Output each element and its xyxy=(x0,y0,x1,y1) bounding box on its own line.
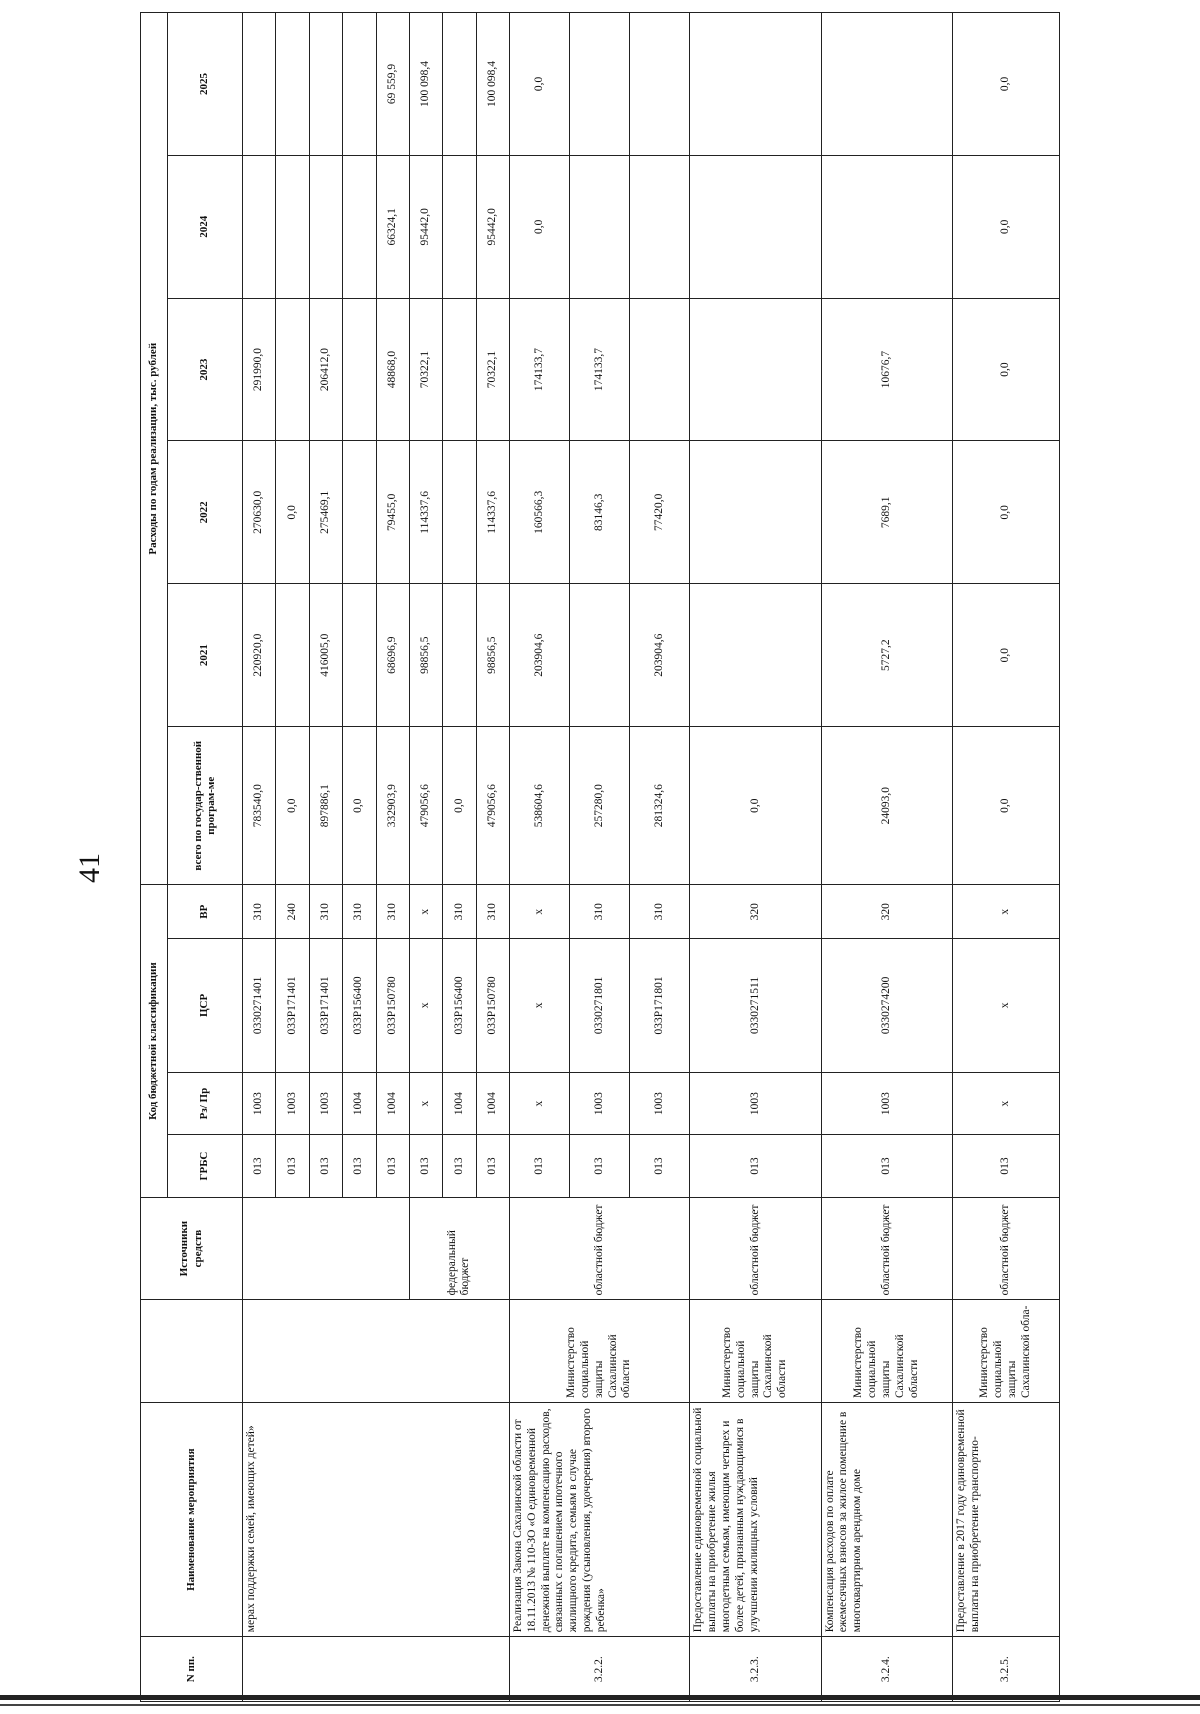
cell-grbs: 013 xyxy=(630,1135,690,1197)
cell-vr: 320 xyxy=(690,885,821,939)
cell-total: 897886,1 xyxy=(309,727,342,885)
header-budget-code: Код бюджетной классификации xyxy=(141,885,168,1197)
cell-y2022 xyxy=(343,441,376,584)
cell-csr: 0330271401 xyxy=(243,938,276,1072)
cell-y2022: 160566,3 xyxy=(510,441,570,584)
cell-y2021: 203904,6 xyxy=(510,584,570,727)
cell-y2025 xyxy=(443,13,476,156)
cell-vr: 320 xyxy=(821,885,952,939)
cell-csr: 0330274200 xyxy=(821,938,952,1072)
cell-y2024 xyxy=(630,155,690,298)
cell-grbs: 013 xyxy=(343,1135,376,1197)
cell-y2024: 0,0 xyxy=(510,155,570,298)
bottom-rule xyxy=(0,1695,1200,1700)
cell-name: Предоставление в 2017 году единовременной выплаты на приобретение транспортно- xyxy=(953,1403,1060,1637)
cell-csr: 033P150780 xyxy=(376,938,409,1072)
cell-n: 3.2.3. xyxy=(690,1637,821,1702)
cell-y2023: 174133,7 xyxy=(510,298,570,441)
cell-rzpr: 1003 xyxy=(309,1072,342,1134)
cell-vr: 310 xyxy=(343,885,376,939)
cell-n xyxy=(243,1637,510,1702)
cell-vr: 310 xyxy=(443,885,476,939)
cell-y2022: 270630,0 xyxy=(243,441,276,584)
cell-y2023 xyxy=(690,298,821,441)
cell-y2023: 206412,0 xyxy=(309,298,342,441)
cell-rzpr: 1003 xyxy=(630,1072,690,1134)
cell-executor: Министерство социальной защиты Сахалинской области xyxy=(821,1300,952,1403)
cell-y2022: 114337,6 xyxy=(409,441,442,584)
cell-y2023: 70322,1 xyxy=(409,298,442,441)
cell-grbs: 013 xyxy=(821,1135,952,1197)
cell-y2022 xyxy=(443,441,476,584)
cell-y2023 xyxy=(343,298,376,441)
cell-executor: Министерство социальной защиты Сахалинской обла- xyxy=(953,1300,1060,1403)
cell-csr: x xyxy=(409,938,442,1072)
cell-grbs: 013 xyxy=(276,1135,309,1197)
cell-total: 479056,6 xyxy=(409,727,442,885)
cell-total: 281324,6 xyxy=(630,727,690,885)
cell-y2025 xyxy=(630,13,690,156)
cell-y2021 xyxy=(443,584,476,727)
cell-vr: x xyxy=(409,885,442,939)
cell-y2021: 220920,0 xyxy=(243,584,276,727)
cell-grbs: 013 xyxy=(476,1135,509,1197)
cell-n: 3.2.2. xyxy=(510,1637,690,1702)
cell-grbs: 013 xyxy=(443,1135,476,1197)
cell-grbs: 013 xyxy=(690,1135,821,1197)
cell-total: 783540,0 xyxy=(243,727,276,885)
cell-csr: 033P150780 xyxy=(476,938,509,1072)
cell-y2022: 0,0 xyxy=(276,441,309,584)
header-expenses: Расходы по годам реализации, тыс. рублей xyxy=(141,13,168,885)
cell-y2023 xyxy=(276,298,309,441)
cell-y2024: 0,0 xyxy=(953,155,1060,298)
cell-y2024 xyxy=(309,155,342,298)
cell-y2021 xyxy=(276,584,309,727)
cell-csr: 033P156400 xyxy=(443,938,476,1072)
cell-vr: 310 xyxy=(476,885,509,939)
cell-y2024 xyxy=(343,155,376,298)
cell-rzpr: 1004 xyxy=(476,1072,509,1134)
cell-y2023: 291990,0 xyxy=(243,298,276,441)
cell-grbs: 013 xyxy=(309,1135,342,1197)
rotated-table-wrapper xyxy=(140,12,1060,1702)
cell-total: 0,0 xyxy=(343,727,376,885)
cell-csr: 033P171401 xyxy=(276,938,309,1072)
cell-source: областной бюджет xyxy=(690,1197,821,1300)
cell-y2023: 0,0 xyxy=(953,298,1060,441)
header-vr: ВР xyxy=(168,885,243,939)
cell-rzpr: 1004 xyxy=(343,1072,376,1134)
cell-y2023: 70322,1 xyxy=(476,298,509,441)
cell-n: 3.2.5. xyxy=(953,1637,1060,1702)
cell-y2022: 79455,0 xyxy=(376,441,409,584)
cell-y2024 xyxy=(276,155,309,298)
cell-y2021: 98856,5 xyxy=(476,584,509,727)
cell-vr: 310 xyxy=(309,885,342,939)
bottom-rule-secondary xyxy=(0,1704,1200,1706)
header-rzpr: Рз/ Пр xyxy=(168,1072,243,1134)
cell-executor: Министерство социальной защиты Сахалинской области xyxy=(690,1300,821,1403)
cell-y2025 xyxy=(276,13,309,156)
cell-source-fed: федеральный бюджет xyxy=(409,1197,509,1300)
header-sources: Источники средств xyxy=(141,1197,243,1300)
cell-y2021: 203904,6 xyxy=(630,584,690,727)
cell-y2021: 0,0 xyxy=(953,584,1060,727)
cell-y2024 xyxy=(690,155,821,298)
cell-y2025 xyxy=(309,13,342,156)
cell-name: Компенсация расходов по оплате ежемесячных взносов за жилое помещение в многоквартирном арендном доме xyxy=(821,1403,952,1637)
cell-y2022: 275469,1 xyxy=(309,441,342,584)
cell-y2025: 100 098,4 xyxy=(409,13,442,156)
cell-csr: 033P171801 xyxy=(630,938,690,1072)
cell-csr: 0330271511 xyxy=(690,938,821,1072)
cell-csr: 0330271801 xyxy=(570,938,630,1072)
cell-total: 538604,6 xyxy=(510,727,570,885)
cell-y2025 xyxy=(343,13,376,156)
header-2023: 2023 xyxy=(168,298,243,441)
cell-y2022: 114337,6 xyxy=(476,441,509,584)
header-total: всего по государ-ственной програм-ме xyxy=(168,727,243,885)
cell-rzpr: 1004 xyxy=(443,1072,476,1134)
cell-y2021: 98856,5 xyxy=(409,584,442,727)
cell-csr: x xyxy=(953,938,1060,1072)
cell-grbs: 013 xyxy=(376,1135,409,1197)
cell-y2021 xyxy=(343,584,376,727)
cell-y2025 xyxy=(821,13,952,156)
cell-vr: 240 xyxy=(276,885,309,939)
header-name: Наименование мероприятия xyxy=(141,1403,243,1637)
cell-y2024 xyxy=(443,155,476,298)
cell-vr: 310 xyxy=(376,885,409,939)
table-row xyxy=(821,13,952,1702)
cell-y2025: 100 098,4 xyxy=(476,13,509,156)
cell-y2024: 95442,0 xyxy=(476,155,509,298)
cell-y2021: 5727,2 xyxy=(821,584,952,727)
cell-y2025 xyxy=(570,13,630,156)
budget-table xyxy=(140,12,1060,1702)
cell-source: областной бюджет xyxy=(953,1197,1060,1300)
cell-grbs: 013 xyxy=(570,1135,630,1197)
cell-total: 0,0 xyxy=(443,727,476,885)
page-number: 41 xyxy=(73,853,106,883)
cell-y2023 xyxy=(630,298,690,441)
cell-y2022: 7689,1 xyxy=(821,441,952,584)
cell-y2022: 77420,0 xyxy=(630,441,690,584)
cell-y2024 xyxy=(821,155,952,298)
cell-vr: x xyxy=(953,885,1060,939)
header-csr: ЦСР xyxy=(168,938,243,1072)
cell-y2025 xyxy=(690,13,821,156)
cell-grbs: 013 xyxy=(243,1135,276,1197)
cell-name: Реализация Закона Сахалинской области от 18.11.2013 № 110-ЗО «О единовременной денежной выплате на компенсацию расходов, связанных с погашением ипотечного жилищного кредита, семьям в случае рождения (усыновления, удочерения) второго ребенка» xyxy=(510,1403,690,1637)
cell-rzpr: 1003 xyxy=(690,1072,821,1134)
cell-y2025 xyxy=(243,13,276,156)
cell-y2023: 48868,0 xyxy=(376,298,409,441)
table-row xyxy=(953,13,1060,1702)
cell-rzpr: 1003 xyxy=(570,1072,630,1134)
cell-total: 0,0 xyxy=(690,727,821,885)
cell-y2025: 0,0 xyxy=(510,13,570,156)
cell-vr: x xyxy=(510,885,570,939)
cell-executor: Министерство социальной защиты Сахалинской области xyxy=(510,1300,690,1403)
cell-y2022: 83146,3 xyxy=(570,441,630,584)
cell-source: областной бюджет xyxy=(510,1197,690,1300)
header-grbs: ГРБС xyxy=(168,1135,243,1197)
cell-total: 24093,0 xyxy=(821,727,952,885)
cell-executor xyxy=(243,1300,510,1403)
cell-total: 332903,9 xyxy=(376,727,409,885)
cell-y2024 xyxy=(570,155,630,298)
table-row xyxy=(510,13,570,1702)
cell-y2021: 416005,0 xyxy=(309,584,342,727)
cell-rzpr: 1003 xyxy=(821,1072,952,1134)
cell-grbs: 013 xyxy=(510,1135,570,1197)
cell-n: 3.2.4. xyxy=(821,1637,952,1702)
cell-y2021: 68696,9 xyxy=(376,584,409,727)
cell-grbs: 013 xyxy=(409,1135,442,1197)
cell-vr: 310 xyxy=(570,885,630,939)
cell-grbs: 013 xyxy=(953,1135,1060,1197)
cell-rzpr: 1003 xyxy=(243,1072,276,1134)
cell-y2021 xyxy=(570,584,630,727)
cell-y2021 xyxy=(690,584,821,727)
cell-name: мерах поддержки семей, имеющих детей» xyxy=(243,1403,510,1637)
header-n: N пп. xyxy=(141,1637,243,1702)
cell-y2024 xyxy=(243,155,276,298)
cell-rzpr: x xyxy=(409,1072,442,1134)
cell-total: 257280,0 xyxy=(570,727,630,885)
table-row xyxy=(690,13,821,1702)
table-row xyxy=(243,13,276,1702)
cell-vr: 310 xyxy=(243,885,276,939)
cell-total: 0,0 xyxy=(953,727,1060,885)
cell-y2022 xyxy=(690,441,821,584)
cell-csr: 033P156400 xyxy=(343,938,376,1072)
cell-source: областной бюджет xyxy=(821,1197,952,1300)
header-2024: 2024 xyxy=(168,155,243,298)
cell-vr: 310 xyxy=(630,885,690,939)
cell-rzpr: 1004 xyxy=(376,1072,409,1134)
cell-y2022: 0,0 xyxy=(953,441,1060,584)
cell-csr: x xyxy=(510,938,570,1072)
header-executor xyxy=(141,1300,243,1403)
cell-source xyxy=(243,1197,410,1300)
cell-rzpr: x xyxy=(510,1072,570,1134)
cell-y2023 xyxy=(443,298,476,441)
cell-y2025: 69 559,9 xyxy=(376,13,409,156)
cell-total: 0,0 xyxy=(276,727,309,885)
cell-csr: 033P171401 xyxy=(309,938,342,1072)
cell-y2025: 0,0 xyxy=(953,13,1060,156)
header-2025: 2025 xyxy=(168,13,243,156)
cell-y2023: 10676,7 xyxy=(821,298,952,441)
cell-y2023: 174133,7 xyxy=(570,298,630,441)
header-2021: 2021 xyxy=(168,584,243,727)
cell-total: 479056,6 xyxy=(476,727,509,885)
cell-y2024: 95442,0 xyxy=(409,155,442,298)
cell-rzpr: 1003 xyxy=(276,1072,309,1134)
cell-name: Предоставление единовременной социальной выплаты на приобретение жилья многодетным семьям, имеющим четырех и более детей, признанным нуждающимися в улучшении жилищных условий xyxy=(690,1403,821,1637)
header-2022: 2022 xyxy=(168,441,243,584)
cell-y2024: 66324,1 xyxy=(376,155,409,298)
cell-rzpr: x xyxy=(953,1072,1060,1134)
